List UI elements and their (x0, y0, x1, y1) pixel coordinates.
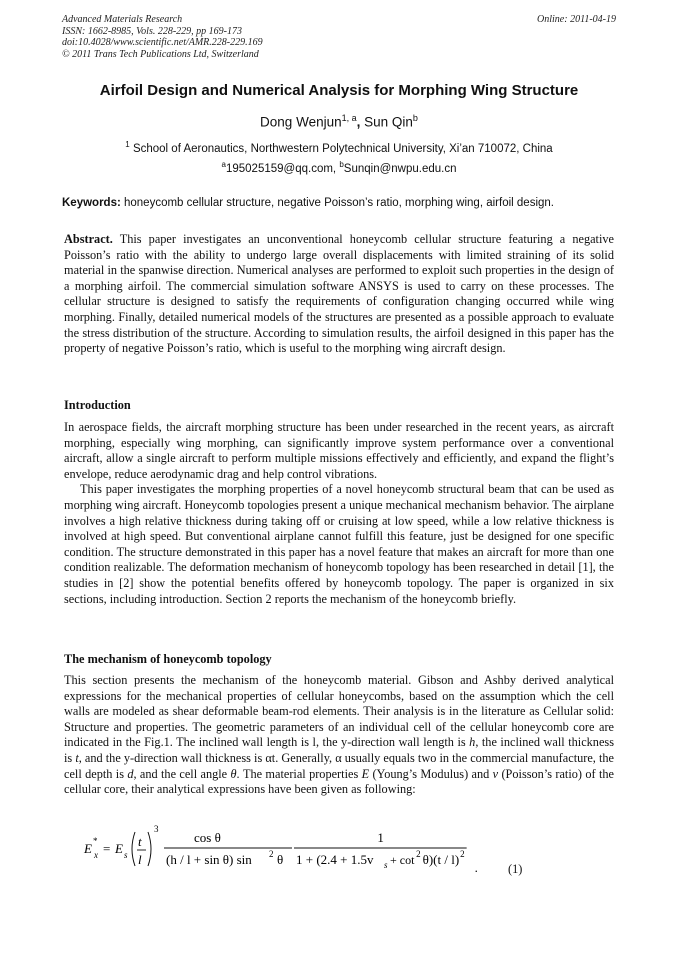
eq-den1: (h / l + sin θ) sin (166, 852, 252, 867)
eq-den2-sup: 2 (416, 849, 421, 859)
eq-equals: = (103, 841, 111, 856)
eq-den2-sub: s (384, 860, 388, 870)
mechanism-text-6: (Young’s Modulus) and (369, 766, 493, 781)
var-h: h (469, 735, 476, 750)
author-2: Sun Qin (364, 114, 413, 130)
eq-frac-t: t (138, 834, 142, 849)
var-v: v (492, 766, 499, 781)
mechanism-text-7: (Poisson’s ratio) of the cellular core, their analytical expressions have been given as following: (64, 766, 614, 797)
eq-den2-sup2: 2 (460, 849, 465, 859)
mechanism-text-2: , the inclined wall thickness is (64, 735, 614, 765)
affiliation (0, 140, 678, 155)
eq-lhs-sup: * (93, 836, 98, 846)
affiliation-sup: 1 (125, 140, 130, 149)
equation-1 (78, 802, 618, 882)
eq-paren-right (148, 832, 151, 866)
keywords (62, 197, 616, 209)
author-separator: , (356, 114, 365, 130)
journal-name: Advanced Materials Research (62, 14, 183, 25)
eq-period: . (474, 860, 478, 875)
eq-den2: 1 + (2.4 + 1.5v (296, 852, 374, 867)
eq-lhs-sub: x (94, 850, 98, 860)
var-E: E (361, 766, 370, 781)
eq-cos-num: cos θ (194, 830, 221, 845)
authors (0, 113, 678, 130)
abstract (64, 232, 614, 357)
author-1-sup: 1, a (341, 113, 357, 123)
online-date: Online: 2011-04-19 (537, 14, 616, 25)
eq-den2-end: θ)(t / l) (422, 852, 460, 867)
mechanism-text-5: . The material properties (236, 766, 362, 781)
journal-meta (62, 14, 263, 60)
eq-paren-left (132, 832, 135, 866)
eq-den1-end: θ (277, 852, 284, 867)
introduction-p2: This paper investigates the morphing properties of a novel honeycomb structural beam that can be used as morphing wing aircraft. Honeycomb topologies present a unique mechanical mechanism behavior. The airplane involves a high relative thickness during taking off or cruising at low speed, while a low relative thickness is involved at high speed. But conventional airplane cannot fulfill this feature, just be designed for one specific condition. The structure demonstrated in this paper has a novel feature that makes an aircraft for more than one condition realizable. The deformation mechanism of honeycomb topology has been researched in detail [1], the studies in [2] show the potential benefits offered by honeycomb topology. The paper is organized in six sections, including introduction. Section 2 reports the mechanism of the honeycomb briefly. (64, 482, 614, 606)
introduction-heading: Introduction (64, 398, 131, 412)
eq-power: 3 (154, 824, 159, 834)
abstract-text: This paper investigates an unconventional honeycomb cellular structure featuring a negative Poisson’s ratio with the ability to undergo large overall displacements with limited straining of its solid material in the spanwise direction. Numerical analyses are performed to exploit such properties in the design of a morphing airfoil. The commercial simulation software ANSYS is used to carry on these processes. The cellular structure is designed to satisfy the requirements of configuration changing occurred while wing morphing. Finally, detailed numerical models of the structures are presented as a possible approach to evaluate the stress distribution of the structure. According to simulation results, the airfoil designed in this paper has the property of negative Poisson’s ratio, which is useful to the morphing wing aircraft design. (64, 232, 614, 356)
author-1: Dong Wenjun (260, 114, 342, 130)
affiliation-text: School of Aeronautics, Northwestern Polytechnical University, Xi’an 710072, China (132, 142, 553, 155)
copyright: © 2011 Trans Tech Publications Ltd, Switzerland (62, 48, 259, 60)
eq-den2-mid: + cot (390, 853, 415, 867)
mechanism-body (64, 673, 614, 798)
email-b-sup: b (339, 160, 344, 169)
var-theta: θ (230, 766, 237, 781)
eq-den1-sup: 2 (269, 849, 274, 859)
mechanism-text-1: This section presents the mechanism of the honeycomb material. Gibson and Ashby derived analytical expressions for the mechanical properties of cellular honeycombs, based on the assumption which the cell walls are modeled as shear deformable beam-rod elements. Their analysis is in the literature as Cellular solid: Structure and properties. The geometric parameters of an individual cell of the cellular honeycomb core are indicated in the Fig.1. The inclined wall length is l, the y-direction wall length is (64, 673, 614, 750)
var-d: d (127, 766, 134, 781)
author-2-sup: b (412, 113, 418, 123)
email-a-sup: a (221, 160, 226, 169)
mechanism-text-3: , and the y-direction wall thickness is αt. Generally, α usually equals two in the commercial manufacture, the cell depth is (64, 750, 615, 781)
email-b[interactable]: Sunqin@nwpu.edu.cn (343, 162, 457, 175)
introduction-body (64, 420, 614, 607)
eq-lhs: E (84, 841, 92, 856)
equation-number: (1) (508, 862, 523, 876)
mechanism-heading: The mechanism of honeycomb topology (64, 652, 272, 666)
eq-one-num: 1 (377, 830, 384, 845)
introduction-p1: In aerospace fields, the aircraft morphing structure has been under researched in the recent years, as aircraft morphing, especially wing morphing, can significantly improve system performance over a conventional aircraft, allow a single aircraft to perform multiple missions effectively and efficiently, and expand the flight’s envelope, reduce aerodynamic drag and help control vibrations. (64, 420, 614, 481)
abstract-label: Abstract. (64, 232, 113, 246)
paper-title: Airfoil Design and Numerical Analysis for Morphing Wing Structure (99, 82, 579, 99)
eq-frac-l: l (138, 852, 142, 867)
emails (0, 160, 678, 175)
mechanism-paragraph (64, 673, 614, 798)
eq-rhs-sub: s (124, 850, 128, 860)
issn: ISSN: 1662-8985, Vols. 228-229, pp 169-173 (62, 25, 242, 37)
keywords-text: honeycomb cellular structure, negative Poisson’s ratio, morphing wing, airfoil design. (124, 197, 554, 209)
mechanism-text-4: , and the cell angle (133, 766, 231, 781)
email-a[interactable]: 195025159@qq.com, (225, 162, 337, 175)
eq-rhs-E: E (115, 841, 123, 856)
var-t: t (75, 750, 79, 765)
doi: doi:10.4028/www.scientific.net/AMR.228-229.169 (62, 37, 263, 48)
keywords-label: Keywords: (62, 197, 121, 209)
